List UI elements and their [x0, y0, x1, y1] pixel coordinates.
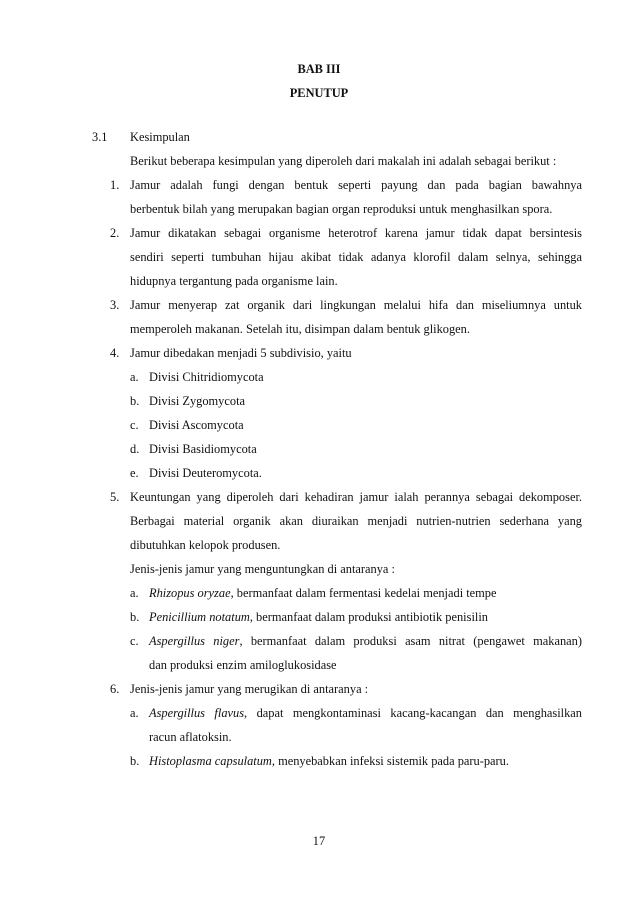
- sub-letter: b.: [130, 610, 140, 624]
- item-text: Jamur dibedakan menjadi 5 subdivisio, yaitu: [130, 346, 352, 360]
- item-text: Jenis-jenis jamur yang merugikan di antaranya :: [130, 682, 369, 696]
- sub-item-text: Penicillium notatum, bermanfaat dalam produksi antibiotik penisilin: [149, 610, 488, 624]
- sub-item-continuation: dan produksi enzim amiloglukosidase: [149, 658, 337, 672]
- sub-item-text: Divisi Chitridiomycota: [149, 370, 264, 384]
- item-text: Jamur adalah fungi dengan bentuk seperti payung dan pada bagian bawahnya: [130, 178, 582, 192]
- sub-letter: a.: [130, 586, 139, 600]
- species-name: Histoplasma capsulatum: [149, 754, 272, 768]
- species-name: Aspergillus niger: [149, 634, 240, 648]
- item-number: 3.: [110, 298, 120, 312]
- sub-letter: b.: [130, 754, 140, 768]
- item-text: Berbagai material organik akan diuraikan menjadi nutrien-nutrien sederhana yang: [130, 514, 582, 528]
- species-name: Penicillium notatum: [149, 610, 250, 624]
- page-number: 17: [312, 834, 326, 848]
- species-name: Aspergillus flavus: [149, 706, 245, 720]
- section-label: Kesimpulan: [130, 130, 190, 144]
- item-number: 5.: [110, 490, 120, 504]
- item-number: 1.: [110, 178, 120, 192]
- sub-item-text: Divisi Zygomycota: [149, 394, 246, 408]
- chapter-heading: BAB III: [297, 62, 341, 76]
- sub-item-text: Aspergillus flavus, dapat mengkontaminasi kacang-kacangan dan menghasilkan: [149, 706, 582, 720]
- section-number: 3.1: [92, 130, 108, 144]
- sub-item-text: Rhizopus oryzae, bermanfaat dalam fermentasi kedelai menjadi tempe: [149, 586, 497, 600]
- sub-item-text: Divisi Ascomycota: [149, 418, 244, 432]
- item-text: Keuntungan yang diperoleh dari kehadiran jamur ialah perannya sebagai dekomposer.: [130, 490, 582, 504]
- chapter-title: PENUTUP: [289, 86, 349, 100]
- item-text: sendiri seperti tumbuhan hijau akibat tidak adanya klorofil dalam selnya, sehingga: [130, 250, 582, 264]
- species-name: Rhizopus oryzae,: [149, 586, 234, 600]
- sub-item-text: Divisi Basidiomycota: [149, 442, 257, 456]
- item-text: Jamur menyerap zat organik dari lingkungan melalui hifa dan miseliumnya untuk: [130, 298, 582, 312]
- item-number: 2.: [110, 226, 120, 240]
- sub-letter: a.: [130, 706, 139, 720]
- item-text: memperoleh makanan. Setelah itu, disimpan dalam bentuk glikogen.: [130, 322, 470, 336]
- sub-letter: e.: [130, 466, 139, 480]
- sub-item-continuation: racun aflatoksin.: [149, 730, 232, 744]
- sub-letter: c.: [130, 634, 139, 648]
- sub-letter: d.: [130, 442, 140, 456]
- item-text: Jenis-jenis jamur yang menguntungkan di antaranya :: [130, 562, 395, 576]
- item-number: 6.: [110, 682, 120, 696]
- item-text: hidupnya tergantung pada organisme lain.: [130, 274, 338, 288]
- sub-item-text: Aspergillus niger, bermanfaat dalam produksi asam nitrat (pengawet makanan): [149, 634, 582, 648]
- sub-letter: b.: [130, 394, 140, 408]
- sub-item-text: Divisi Deuteromycota.: [149, 466, 262, 480]
- item-text: berbentuk bilah yang merupakan bagian organ reproduksi untuk menghasilkan spora.: [130, 202, 553, 216]
- sub-letter: c.: [130, 418, 139, 432]
- item-text: dibutuhkan kelopok produsen.: [130, 538, 281, 552]
- item-text: Jamur dikatakan sebagai organisme heterotrof karena jamur tidak dapat bersintesis: [130, 226, 582, 240]
- item-number: 4.: [110, 346, 120, 360]
- intro-paragraph: Berikut beberapa kesimpulan yang diperoleh dari makalah ini adalah sebagai berikut :: [130, 154, 557, 168]
- sub-item-text: Histoplasma capsulatum, menyebabkan infeksi sistemik pada paru-paru.: [149, 754, 509, 768]
- sub-letter: a.: [130, 370, 139, 384]
